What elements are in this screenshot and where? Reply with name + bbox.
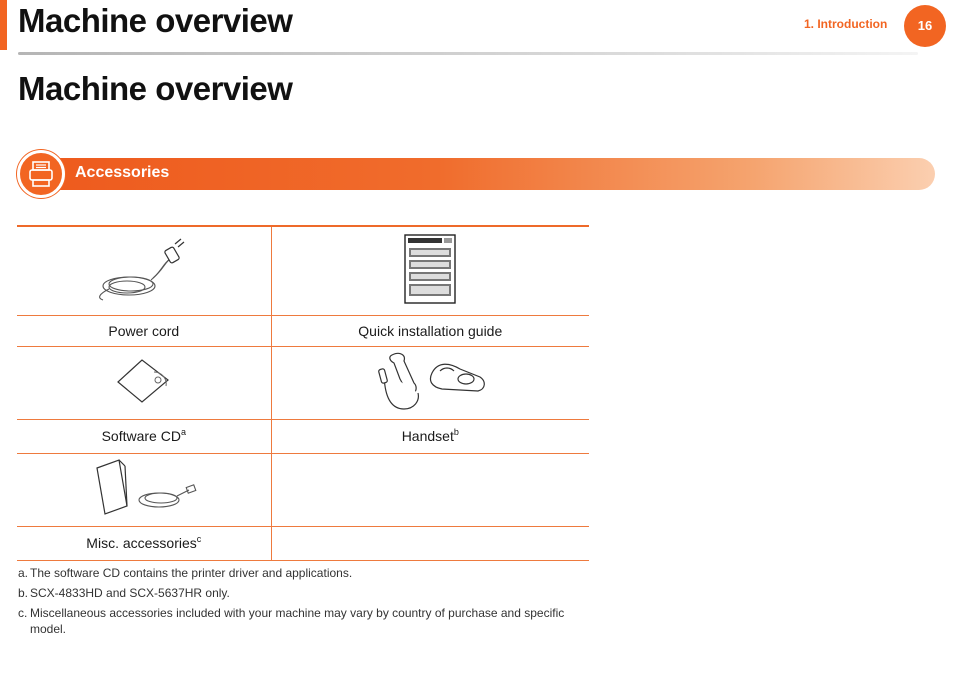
software-cd-cell xyxy=(17,346,271,419)
handset-label: Handset$^b$ xyxy=(271,419,589,453)
printer-icon xyxy=(17,150,65,198)
chapter-link[interactable]: 1. Introduction xyxy=(804,17,888,31)
footnote-b: b. SCX-4833HD and SCX-5637HR only. xyxy=(18,586,230,600)
software-cd-icon xyxy=(114,356,174,406)
empty-label-cell xyxy=(271,526,589,560)
footnotes xyxy=(18,565,593,641)
footnote-ref-b[interactable]: b xyxy=(453,427,459,437)
empty-cell xyxy=(271,453,589,526)
quick-guide-label: Quick installation guide xyxy=(271,315,589,346)
accessories-table xyxy=(17,225,589,561)
footnote-ref-a[interactable]: a xyxy=(180,427,186,437)
quick-guide-icon xyxy=(402,234,458,304)
quick-guide-cell xyxy=(271,226,589,315)
misc-accessories-cell xyxy=(17,453,271,526)
power-cord-icon xyxy=(89,234,199,304)
power-cord-cell xyxy=(17,226,271,315)
page-title: Machine overview xyxy=(18,70,293,107)
section-title: Accessories xyxy=(75,164,170,181)
software-cd-label: Software $CD^a$ xyxy=(17,419,271,453)
handset-icon xyxy=(370,349,490,413)
header-divider xyxy=(18,52,918,55)
header-accent-stripe xyxy=(0,0,7,50)
footnote-ref-c[interactable]: c xyxy=(196,534,202,544)
footnote-a: a. The software CD contains the printer driver and applications. xyxy=(18,566,353,580)
header-title: Machine overview xyxy=(18,2,293,39)
misc-accessories-label: Misc. accessories$^c$ xyxy=(17,526,271,560)
footnote-c: c. Miscellaneous accessories included with your machine may vary by country of purchase and specific model. xyxy=(18,606,565,636)
handset-cell xyxy=(271,346,589,419)
misc-accessories-icon xyxy=(89,458,199,518)
power-cord-label: Power cord xyxy=(17,315,271,346)
page-number-badge: 16 xyxy=(904,5,946,47)
